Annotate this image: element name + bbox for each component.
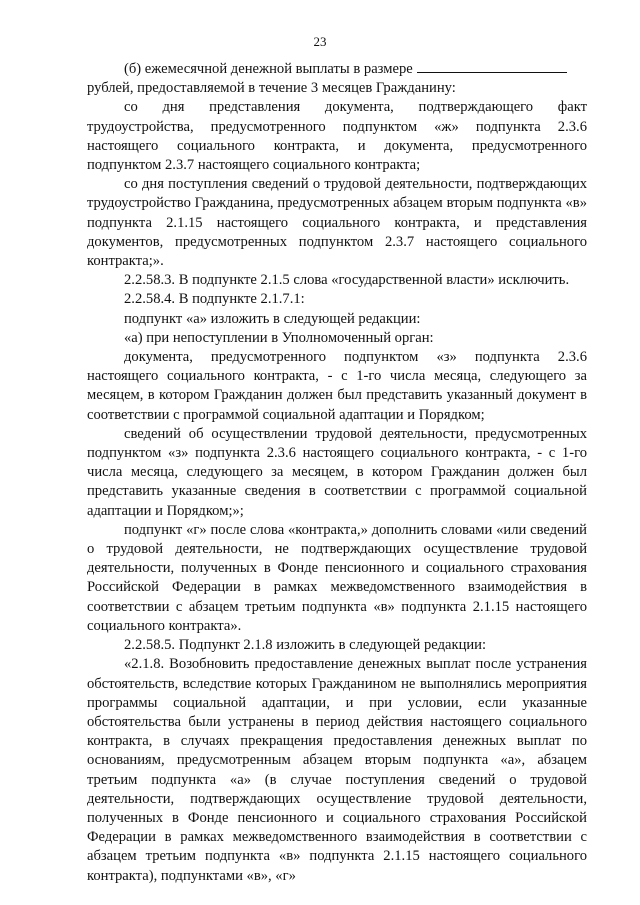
blank-amount-line: [417, 60, 567, 73]
paragraph-information-z: сведений об осуществлении трудовой деятельности, предусмотренных подпунктом «з» подпункта 2.3.6 настоящего социального контракта, - с 1-го числа месяца, следующего за месяцем, в котором Гражданин должен был представить указанные сведения в соответствии с программой социальной адаптации и Порядком;»;: [87, 425, 587, 519]
paragraph-2-2-58-5: 2.2.58.5. Подпункт 2.1.8 изложить в следующей редакции:: [124, 637, 487, 654]
paragraph-from-documents: со дня представления документа, подтверждающего факт трудоустройства, предусмотренного подпунктом «ж» подпункта 2.3.6 настоящего социального контракта, и документа, предусмотренного подпунктом 2.3.7 настоящего социального контракта;: [87, 99, 587, 174]
document-body: [87, 60, 587, 886]
page-number: 23: [313, 34, 327, 49]
paragraph-2-1-8: «2.1.8. Возобновить предоставление денежных выплат после устранения обстоятельств, вследствие которых Гражданином не выполнялись мероприятия программы социальной адаптации, и при условии, если указанные обстоятельства были устранены в период действия настоящего социального контракта, в случаях прекращения предоставления денежных выплат по основаниям, предусмотренным абзацем вторым подпункта «а», абзацем третьим подпункта «а» (в случае поступления сведений о трудовой деятельности, подтверждающих осуществление трудовой деятельности, полученных в Фонде пенсионного и социального страхования Российской Федерации в рамках межведомственного взаимодействия в соответствии с абзацем третьим подпункта «в» подпункта 2.1.15 настоящего социального контракта), подпунктами «в», «г»: [87, 656, 587, 884]
paragraph-from-information: со дня поступления сведений о трудовой деятельности, подтверждающих трудоустройство Гражданина, предусмотренных абзацем вторым подпункта «в» подпункта 2.1.15 настоящего социального контракта, и представления документов, предусмотренных подпунктом 2.3.7 настоящего социального контракта;».: [87, 176, 587, 270]
paragraph-subpoint-g: подпункт «г» после слова «контракта,» дополнить словами «или сведений о трудовой деятельности, не подтверждающих осуществление трудовой деятельности, полученных в Фонде пенсионного и социального страхования Российской Федерации в рамках межведомственного взаимодействия в соответствии с абзацем третьим подпункта «в» подпункта 2.1.15 настоящего социального контракта».: [87, 521, 587, 634]
paragraph-rubles: рублей, предоставляемой в течение 3 месяцев Гражданину:: [87, 80, 456, 97]
paragraph-subpoint-a: подпункт «а» изложить в следующей редакции:: [124, 310, 421, 327]
paragraph-b-monthly-payment: [87, 60, 587, 79]
paragraph-a-non-receipt: «а) при непоступлении в Уполномоченный орган:: [124, 329, 434, 346]
paragraph-2-2-58-4: 2.2.58.4. В подпункте 2.1.7.1:: [124, 291, 305, 308]
paragraph-2-2-58-3: 2.2.58.3. В подпункте 2.1.5 слова «государственной власти» исключить.: [124, 272, 570, 289]
paragraph-document-z: документа, предусмотренного подпунктом «з» подпункта 2.3.6 настоящего социального контракта, - с 1-го числа месяца, следующего за месяцем, в котором Гражданин должен был представить указанный документ в соответствии с программой социальной адаптации и Порядком;: [87, 349, 587, 423]
paragraph-text: (б) ежемесячной денежной выплаты в размере: [124, 61, 413, 77]
